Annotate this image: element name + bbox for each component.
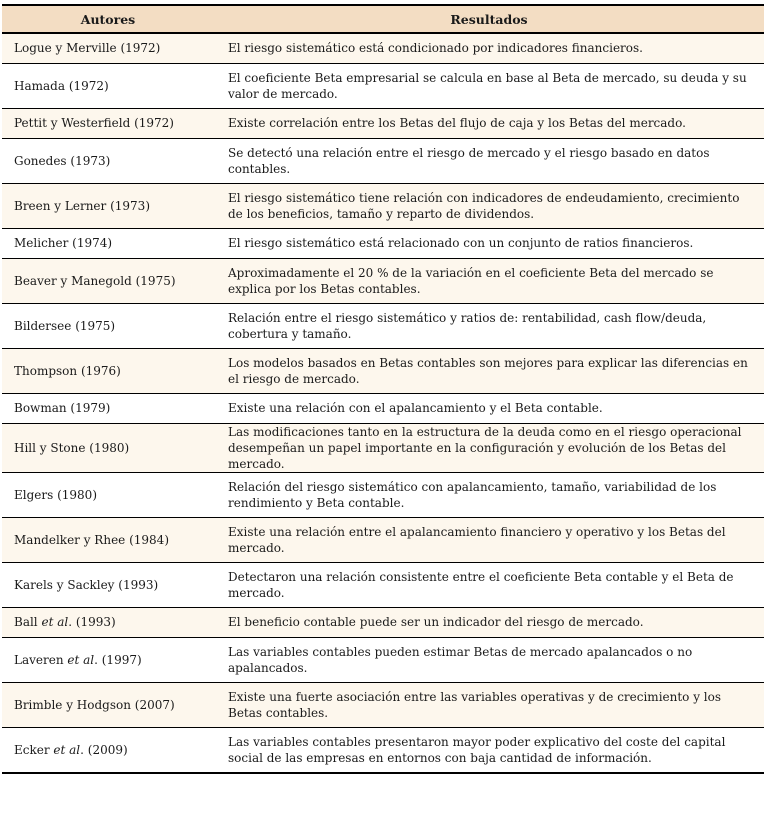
literature-table	[2, 4, 764, 774]
result-cell: Detectaron una relación consistente entre el coeficiente Beta contable y el Beta de mercado.	[214, 562, 764, 607]
table-row	[2, 228, 764, 258]
author-cell	[2, 303, 214, 348]
author-etal: et al	[67, 652, 95, 667]
author-cell	[2, 423, 214, 472]
author-name: Logue y Merville	[14, 41, 117, 56]
author-cell	[2, 33, 214, 63]
author-year: (1973)	[106, 198, 150, 213]
table-row	[2, 258, 764, 303]
table-row	[2, 423, 764, 472]
table-row	[2, 562, 764, 607]
author-name: Elgers	[14, 487, 54, 502]
result-cell: Existe correlación entre los Betas del flujo de caja y los Betas del mercado.	[214, 108, 764, 138]
author-name: Ball	[14, 615, 42, 629]
table-row	[2, 472, 764, 517]
result-cell: Las variables contables pueden estimar Betas de mercado apalancados o no apalancados.	[214, 637, 764, 682]
author-name: Beaver y Manegold	[14, 273, 132, 288]
author-name: Breen y Lerner	[14, 198, 107, 213]
author-cell	[2, 258, 214, 303]
author-year: (1972)	[65, 78, 109, 93]
author-name: Mandelker y Rhee	[14, 532, 126, 547]
author-name: Bildersee	[14, 318, 72, 333]
author-name: Melicher	[14, 236, 69, 250]
result-cell: Aproximadamente el 20 % de la variación en el coeficiente Beta del mercado se explica por los Betas contables.	[214, 258, 764, 303]
author-cell	[2, 108, 214, 138]
table-row	[2, 183, 764, 228]
author-year: (1973)	[66, 153, 111, 168]
author-cell	[2, 727, 214, 773]
table-row	[2, 682, 764, 727]
author-cell	[2, 607, 214, 637]
table-row	[2, 63, 764, 108]
author-etal: et al	[53, 742, 81, 757]
author-name: Gonedes	[14, 153, 67, 168]
author-name: Brimble y Hodgson	[14, 697, 131, 712]
author-cell	[2, 562, 214, 607]
author-year: (1979)	[66, 401, 111, 415]
author-year: (1975)	[131, 273, 176, 288]
author-cell	[2, 348, 214, 393]
author-name: Ecker	[14, 742, 54, 757]
author-year: . (1993)	[68, 615, 116, 629]
author-cell	[2, 637, 214, 682]
result-cell: Las modificaciones tanto en la estructura de la deuda como en el riesgo operacional desempeñan un papel importante en la configuración y evolución de los Betas del mercado.	[214, 423, 764, 472]
author-year: (1974)	[68, 236, 113, 250]
author-cell	[2, 63, 214, 108]
table-row	[2, 607, 764, 637]
author-cell	[2, 183, 214, 228]
author-cell	[2, 517, 214, 562]
author-year: (2007)	[130, 697, 175, 712]
result-cell: El riesgo sistemático está relacionado con un conjunto de ratios financieros.	[214, 228, 764, 258]
author-year: (1980)	[53, 487, 97, 502]
table-row	[2, 33, 764, 63]
author-year: (1972)	[116, 41, 161, 56]
result-cell: Existe una fuerte asociación entre las variables operativas y de crecimiento y los Betas contables.	[214, 682, 764, 727]
table-row	[2, 393, 764, 423]
author-name: Laveren	[14, 652, 68, 667]
author-year: (1993)	[114, 577, 159, 592]
author-year: (1980)	[85, 440, 130, 455]
table-row	[2, 727, 764, 773]
result-cell: El riesgo sistemático tiene relación con indicadores de endeudamiento, crecimiento de los beneficios, tamaño y reparto de dividendos.	[214, 183, 764, 228]
result-cell: El coeficiente Beta empresarial se calcula en base al Beta de mercado, su deuda y su valor de mercado.	[214, 63, 764, 108]
author-cell	[2, 472, 214, 517]
author-name: Bowman	[14, 401, 67, 415]
author-year: (1984)	[125, 532, 169, 547]
author-year: (1972)	[130, 116, 174, 130]
author-year: . (2009)	[80, 742, 128, 757]
result-cell: El beneficio contable puede ser un indicador del riesgo de mercado.	[214, 607, 764, 637]
header-authors: Autores	[2, 5, 214, 33]
result-cell: Existe una relación con el apalancamiento y el Beta contable.	[214, 393, 764, 423]
author-cell	[2, 228, 214, 258]
author-cell	[2, 393, 214, 423]
author-cell	[2, 682, 214, 727]
result-cell: Las variables contables presentaron mayor poder explicativo del coste del capital social de las empresas en entornos con baja cantidad de información.	[214, 727, 764, 773]
author-year: . (1997)	[94, 652, 142, 667]
result-cell: El riesgo sistemático está condicionado por indicadores financieros.	[214, 33, 764, 63]
header-results: Resultados	[214, 5, 764, 33]
result-cell: Existe una relación entre el apalancamiento financiero y operativo y los Betas del mercado.	[214, 517, 764, 562]
table-row	[2, 348, 764, 393]
author-name: Thompson	[14, 363, 78, 378]
table-row	[2, 637, 764, 682]
author-name: Karels y Sackley	[14, 577, 115, 592]
author-name: Hamada	[14, 78, 65, 93]
result-cell: Relación del riesgo sistemático con apalancamiento, tamaño, variabilidad de los rendimiento y Beta contable.	[214, 472, 764, 517]
author-cell	[2, 138, 214, 183]
table-row	[2, 108, 764, 138]
table-row	[2, 138, 764, 183]
author-name: Hill y Stone	[14, 440, 86, 455]
result-cell: Los modelos basados en Betas contables son mejores para explicar las diferencias en el riesgo de mercado.	[214, 348, 764, 393]
result-cell: Relación entre el riesgo sistemático y ratios de: rentabilidad, cash flow/deuda, cobertura y tamaño.	[214, 303, 764, 348]
author-etal: et al	[41, 615, 69, 629]
result-cell: Se detectó una relación entre el riesgo de mercado y el riesgo basado en datos contables.	[214, 138, 764, 183]
author-year: (1975)	[71, 318, 116, 333]
author-year: (1976)	[77, 363, 121, 378]
table-row	[2, 303, 764, 348]
table-row	[2, 517, 764, 562]
author-name: Pettit y Westerfield	[14, 116, 131, 130]
header-row	[2, 5, 764, 33]
